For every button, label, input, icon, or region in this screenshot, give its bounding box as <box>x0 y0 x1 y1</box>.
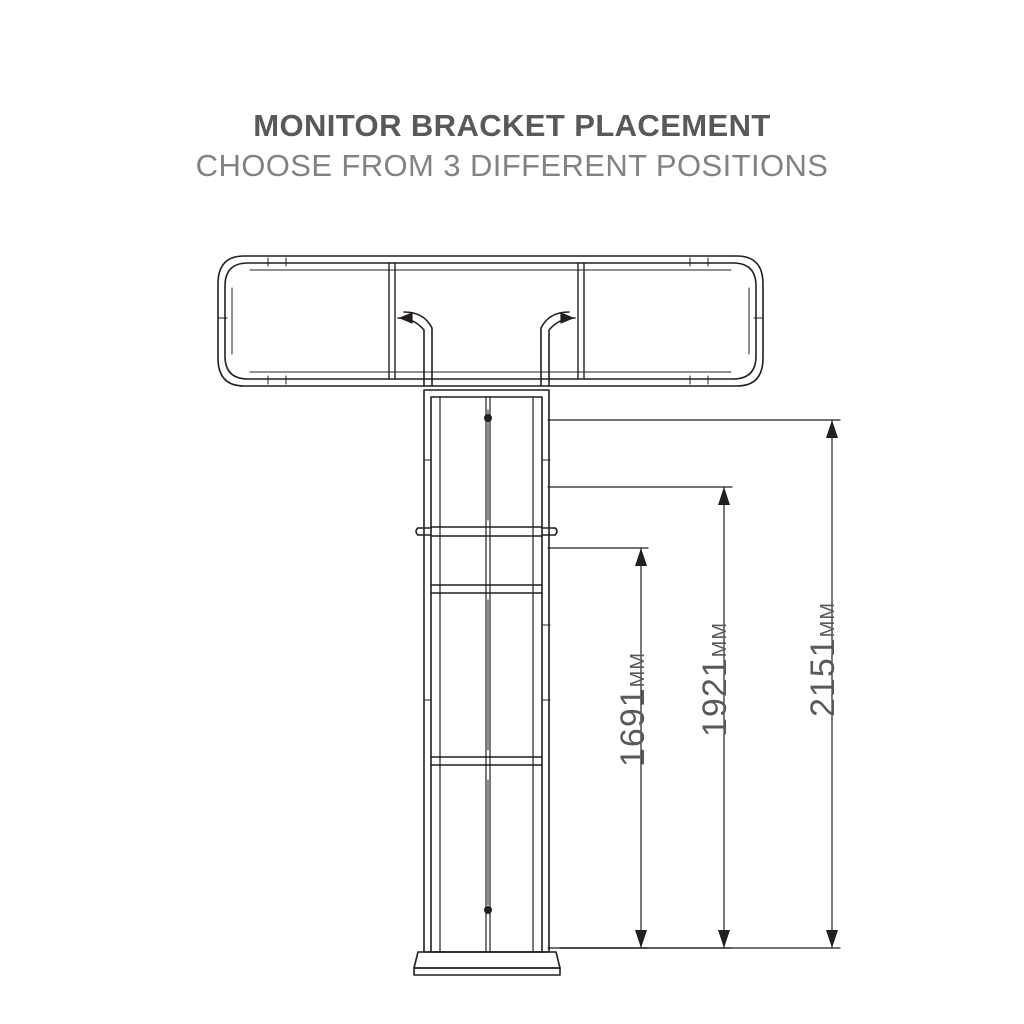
monitor-rail-outer <box>218 256 763 386</box>
page-subtitle: CHOOSE FROM 3 DIFFERENT POSITIONS <box>195 147 829 183</box>
dimension-unit-1921: MM <box>708 622 731 658</box>
dimension-unit-2151: MM <box>816 602 839 638</box>
base-plate <box>414 952 560 975</box>
dimension-value-1921: 1921 <box>695 657 734 737</box>
dimension-value-2151: 2151 <box>803 637 842 717</box>
monitor-rail-profile <box>232 270 749 372</box>
bracket-arrow-marks <box>400 313 573 323</box>
rail-fixture-marks <box>219 258 762 384</box>
dimension-value-1691: 1691 <box>613 687 652 767</box>
dimension-label-1921 <box>696 622 735 737</box>
bracket-arms <box>398 312 575 386</box>
mast-fixings <box>424 460 550 700</box>
rail-segment-dividers <box>389 263 584 379</box>
dimension-line-2151 <box>548 420 840 948</box>
dimension-label-2151 <box>804 602 843 717</box>
dimension-unit-1691: MM <box>626 652 649 688</box>
page-title: MONITOR BRACKET PLACEMENT <box>253 108 771 143</box>
dimension-label-1691 <box>614 652 653 767</box>
mast-column-inner-lines <box>440 397 533 952</box>
